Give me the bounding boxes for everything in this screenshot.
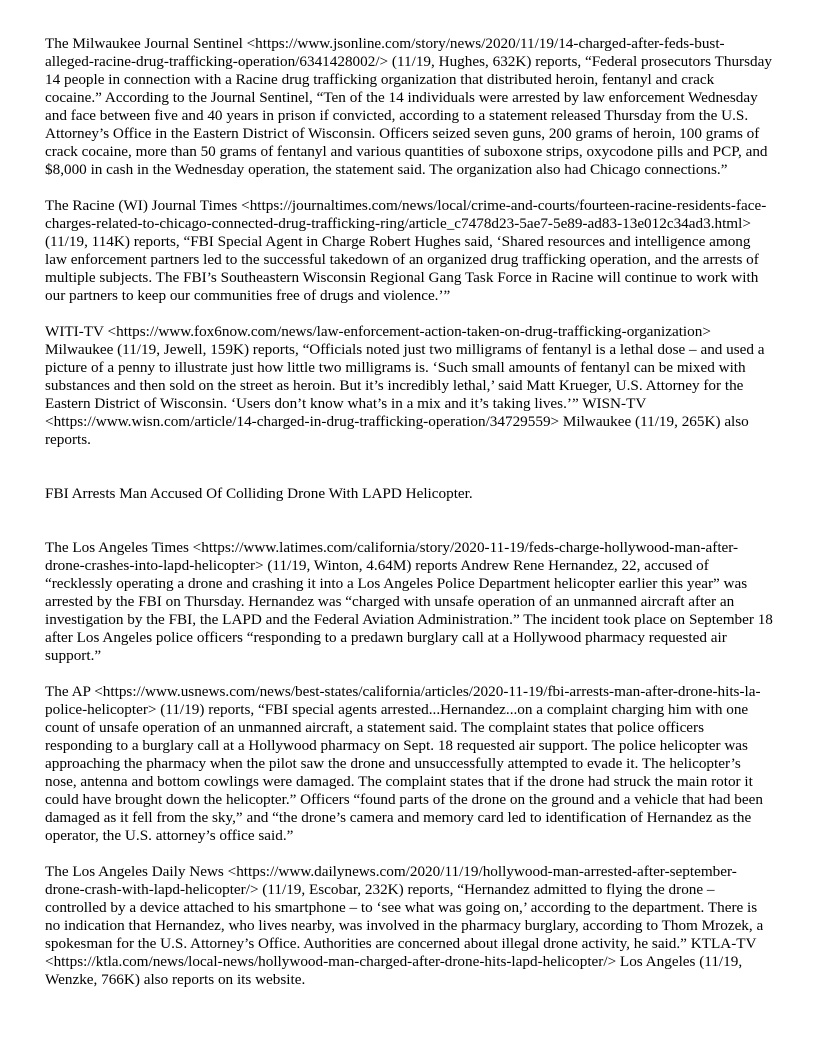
paragraph-la-daily-news: The Los Angeles Daily News <https://www.dailynews.com/2020/11/19/hollywood-man-arrested-after-september-drone-crash-with-lapd-helicopter/> (11/19, Escobar, 232K) reports, “Hernandez admitted to flying the drone – controlled by a device attached to his smartphone – to ‘see what was going on,’ according to the department. There is no indication that Hernandez, who lives nearby, was involved in the pharmacy burglary, according to Thom Mrozek, a spokesman for the U.S. Attorney’s Office. Authorities are concerned about illegal drone activity, he said.” KTLA-TV <https://ktla.com/news/local-news/hollywood-man-charged-after-drone-hits-lapd-helicopter/> Los Angeles (11/19, Wenzke, 766K) also reports on its website. bbox=[45, 863, 764, 988]
document-body bbox=[45, 35, 773, 1007]
paragraph-witi-tv: WITI-TV <https://www.fox6now.com/news/law-enforcement-action-taken-on-drug-trafficking-organization> Milwaukee (11/19, Jewell, 159K) reports, “Officials noted just two milligrams of fentanyl is a lethal dose – and used a picture of a penny to illustrate just how little two milligrams is. ‘Such small amounts of fentanyl can be mixed with substances and then sold on the street as heroin. But it’s incredibly lethal,’ said Matt Krueger, U.S. Attorney for the Eastern District of Wisconsin. ‘Users don’t know what’s in a mix and it’s taking lives.’” WISN-TV <https://www.wisn.com/article/14-charged-in-drug-trafficking-operation/34729559> Milwaukee (11/19, 265K) also reports. bbox=[45, 323, 765, 448]
paragraph-ap: The AP <https://www.usnews.com/news/best-states/california/articles/2020-11-19/fbi-arrests-man-after-drone-hits-la-police-helicopter> (11/19) reports, “FBI special agents arrested...Hernandez...on a complaint charging him with one count of unsafe operation of an unmanned aircraft, a statement said. The complaint states that police officers responding to a burglary call at a Hollywood pharmacy on Sept. 18 requested air support. The police helicopter was approaching the pharmacy when the pilot saw the drone and unsuccessfully attempted to evade it. The helicopter’s nose, antenna and bottom cowlings were damaged. The complaint states that if the drone had struck the main rotor it could have brought down the helicopter.” Officers “found parts of the drone on the ground and a vehicle that had been damaged as it fell from the sky,” and “the drone’s camera and memory card led to identification of Hernandez as the operator, the U.S. attorney’s office said.” bbox=[45, 683, 763, 844]
paragraph-milwaukee-journal-sentinel: The Milwaukee Journal Sentinel <https://www.jsonline.com/story/news/2020/11/19/14-charged-after-feds-bust-alleged-racine-drug-trafficking-operation/6341428002/> (11/19, Hughes, 632K) reports, “Federal prosecutors Thursday 14 people in connection with a Racine drug trafficking organization that distributed heroin, fentanyl and crack cocaine.” According to the Journal Sentinel, “Ten of the 14 individuals were arrested by law enforcement Wednesday and face between five and 40 years in prison if convicted, according to a statement released Thursday from the U.S. Attorney’s Office in the Eastern District of Wisconsin. Officers seized seven guns, 200 grams of heroin, 100 grams of crack cocaine, more than 50 grams of fentanyl and various quantities of suboxone strips, oxycodone pills and PCP, and $8,000 in cash in the Wednesday operation, the statement said. The organization also had Chicago connections.” bbox=[45, 35, 772, 178]
paragraph-los-angeles-times: The Los Angeles Times <https://www.latimes.com/california/story/2020-11-19/feds-charge-hollywood-man-after-drone-crashes-into-lapd-helicopter> (11/19, Winton, 4.64M) reports Andrew Rene Hernandez, 22, accused of “recklessly operating a drone and crashing it into a Los Angeles Police Department helicopter earlier this year” was arrested by the FBI on Thursday. Hernandez was “charged with unsafe operation of an unmanned aircraft after an investigation by the FBI, the LAPD and the Federal Aviation Administration.” The incident took place on September 18 after Los Angeles police officers “responding to a predawn burglary call at a Hollywood pharmacy requested air support.” bbox=[45, 539, 773, 664]
paragraph-racine-journal-times: The Racine (WI) Journal Times <https://journaltimes.com/news/local/crime-and-courts/fourteen-racine-residents-face-charges-related-to-chicago-connected-drug-trafficking-ring/article_c7478d23-5ae7-5e89-ad83-13e012c34ad3.html> (11/19, 114K) reports, “FBI Special Agent in Charge Robert Hughes said, ‘Shared resources and intelligence among law enforcement partners led to the successful takedown of an organized drug trafficking operation, and the arrests of multiple subjects. The FBI’s Southeastern Wisconsin Regional Gang Task Force in Racine will continue to work with our partners to keep our communities free of drugs and violence.’” bbox=[45, 197, 767, 304]
section-headline: FBI Arrests Man Accused Of Colliding Drone With LAPD Helicopter. bbox=[45, 485, 473, 502]
